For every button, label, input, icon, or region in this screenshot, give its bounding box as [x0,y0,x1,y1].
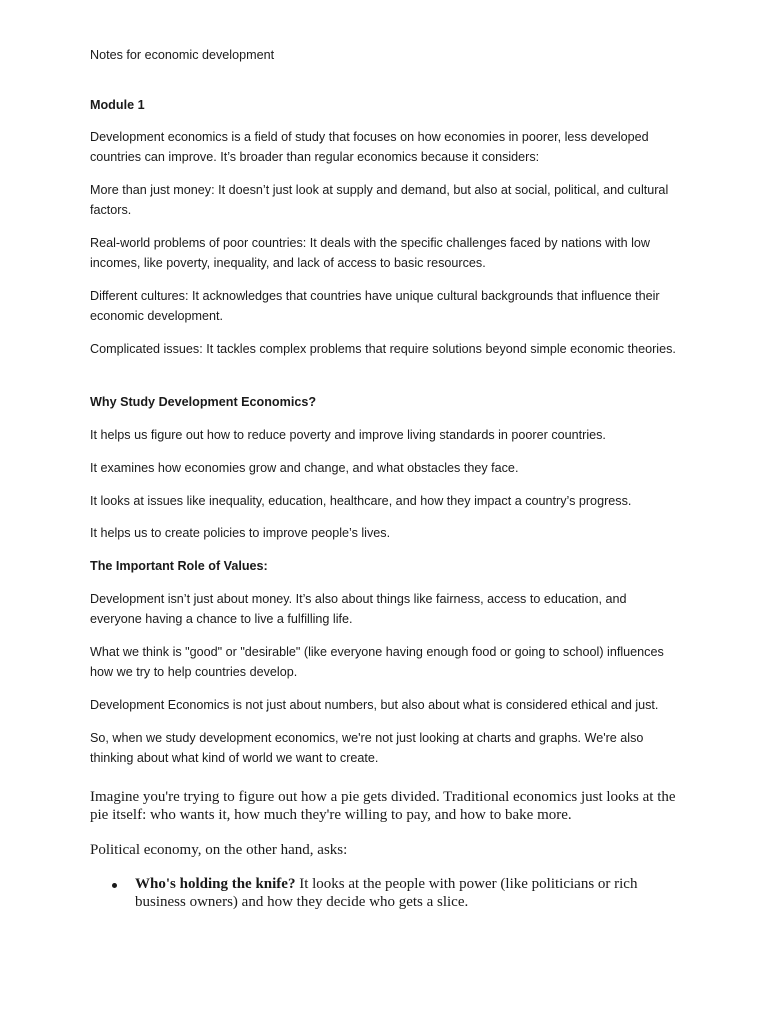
why-point: It helps us to create policies to improve people’s lives. [90,526,391,540]
why-point: It looks at issues like inequality, education, healthcare, and how they impact a country’s progress. [90,494,632,508]
bullet-lead: Who's holding the knife? [135,876,296,892]
bullet-text: It looks at the people with power (like politicians or rich business owners) and how they decide who gets a slice. [135,876,638,910]
intro-paragraph: Development economics is a field of study that focuses on how economies in poorer, less developed countries can improve. It’s broader than regular economics because it considers: [90,130,649,164]
consideration-paragraph: Real-world problems of poor countries: It deals with the specific challenges faced by nations with low incomes, like poverty, inequality, and lack of access to basic resources. [90,236,651,270]
pie-paragraph: Imagine you're trying to figure out how a pie gets divided. Traditional economics just looks at the pie itself: who wants it, how much they're willing to pay, and how to bake more. [90,789,676,823]
consideration-paragraph: More than just money: It doesn’t just look at supply and demand, but also at social, political, and cultural factors. [90,183,669,217]
values-paragraph: Development isn’t just about money. It’s also about things like fairness, access to education, and everyone having a chance to live a fulfilling life. [90,592,627,626]
values-paragraph: What we think is "good" or "desirable" (like everyone having enough food or going to school) influences how we try to help countries develop. [90,645,664,679]
values-heading: The Important Role of Values: [90,559,268,573]
why-point: It helps us figure out how to reduce poverty and improve living standards in poorer countries. [90,428,606,442]
consideration-paragraph: Different cultures: It acknowledges that countries have unique cultural backgrounds that influence their economic development. [90,289,660,323]
political-economy-intro: Political economy, on the other hand, asks: [90,842,348,858]
bullet-dot-icon [112,883,117,888]
module-heading: Module 1 [90,98,145,112]
document-title: Notes for economic development [90,48,275,62]
consideration-paragraph: Complicated issues: It tackles complex problems that require solutions beyond simple economic theories. [90,342,676,356]
values-paragraph: So, when we study development economics, we're not just looking at charts and graphs. We're also thinking about what kind of world we want to create. [90,731,644,765]
bullet-item [90,876,680,911]
political-economy-bullets [90,876,680,911]
why-point: It examines how economies grow and change, and what obstacles they face. [90,461,519,475]
values-paragraph: Development Economics is not just about numbers, but also about what is considered ethical and just. [90,698,659,712]
why-study-heading: Why Study Development Economics? [90,395,317,409]
